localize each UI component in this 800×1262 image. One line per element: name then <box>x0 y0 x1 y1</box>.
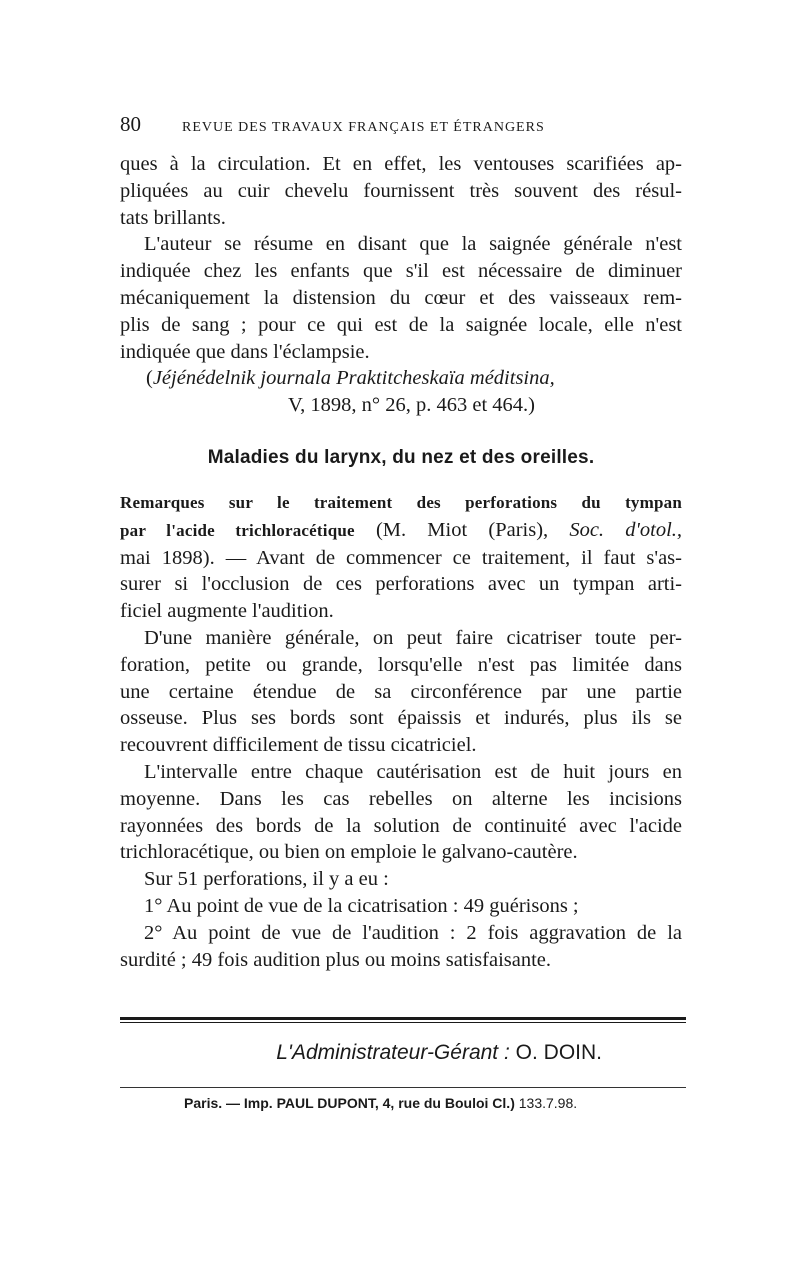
text-line: 2° Au point de vue de l'audition : 2 fois aggravation de la <box>144 921 682 944</box>
footer-rule <box>120 1017 682 1023</box>
signature-name: O. DOIN. <box>509 1041 602 1065</box>
signature <box>120 1041 682 1065</box>
text-line: mécaniquement la distension du cœur et des vaisseaux rem- <box>120 286 682 309</box>
paragraph-cicatrisation <box>120 625 682 759</box>
page-number: 80 <box>120 112 141 136</box>
article-source: Soc. d'otol., <box>569 518 683 541</box>
text-line: ques à la circulation. Et en effet, les ventouses scarifiées ap- <box>120 153 682 175</box>
running-head <box>120 112 682 137</box>
text-line: une certaine étendue de sa circonférence par une partie <box>120 680 682 703</box>
text-line: tats brillants. <box>120 206 226 229</box>
text-line: moyenne. Dans les cas rebelles on alterne les incisions <box>120 787 682 810</box>
text-line: indiquée que dans l'éclampsie. <box>120 340 370 363</box>
rule-thick <box>120 1017 686 1020</box>
paragraph-intervalle <box>120 759 682 866</box>
page <box>120 112 682 1111</box>
text-line: indiquée chez les enfants que s'il est nécessaire de diminuer <box>120 260 682 283</box>
paragraph-result-1 <box>120 893 682 920</box>
imprint <box>120 1095 682 1111</box>
text-line: Sur 51 perforations, il y a eu : <box>144 868 389 891</box>
rule-thin <box>120 1022 686 1023</box>
article-lead: Remarques sur le traitement des perforations du tympan <box>120 492 682 512</box>
citation-journal-line <box>120 365 682 392</box>
text-line: pliquées au cuir chevelu fournissent très souvent des résul- <box>120 179 682 202</box>
paragraph-result-2 <box>120 920 682 974</box>
text-line: D'une manière générale, on peut faire cicatriser toute per- <box>144 626 682 649</box>
text-line <box>120 517 682 545</box>
article-lead: par l'acide trichloracétique <box>120 520 355 540</box>
text-line: osseuse. Plus ses bords sont épaissis et indurés, plus ils se <box>120 707 682 730</box>
paragraph-circulation <box>120 151 682 231</box>
paragraph-results-intro <box>120 866 682 893</box>
text-line: surer si l'occlusion de ces perforations avec un tympan arti- <box>120 573 682 596</box>
citation-details: V, 1898, n° 26, p. 463 et 464.) <box>288 394 535 417</box>
imprint-code: 133.7.98. <box>514 1095 578 1112</box>
paragraph-perforations <box>120 489 682 625</box>
imprint-text: Paris. — Imp. PAUL DUPONT, 4, rue du Bouloi Cl.) <box>184 1095 515 1112</box>
text-line: recouvrent difficilement de tissu cicatriciel. <box>120 734 477 757</box>
text-line: mai 1898). — Avant de commencer ce traitement, il faut s'as- <box>120 546 682 569</box>
citation-journal: Jéjénédelnik journala Praktitcheskaïa méditsina, <box>152 367 555 390</box>
text-line: ficiel augmente l'audition. <box>120 600 334 623</box>
text-line: L'intervalle entre chaque cautérisation est de huit jours en <box>144 760 682 783</box>
citation <box>120 365 682 419</box>
text-line: L'auteur se résume en disant que la saignée générale n'est <box>144 233 682 256</box>
paragraph-summary <box>120 231 682 365</box>
section-title: Maladies du larynx, du nez et des oreilles. <box>207 446 595 468</box>
journal-title: REVUE DES TRAVAUX FRANÇAIS ET ÉTRANGERS <box>182 120 545 135</box>
text-line: rayonnées des bords de la solution de continuité avec l'acide <box>120 814 682 837</box>
text-line: trichloracétique, ou bien on emploie le galvano-cautère. <box>120 841 578 864</box>
citation-open-paren: ( <box>146 367 153 390</box>
text-line: plis de sang ; pour ce qui est de la saignée locale, elle n'est <box>120 313 682 336</box>
article-author: (M. Miot (Paris), <box>354 518 570 541</box>
text-line: 1° Au point de vue de la cicatrisation : 49 guérisons ; <box>144 894 579 917</box>
signature-role: L'Administrateur-Gérant : <box>276 1041 510 1065</box>
imprint-rule <box>120 1087 686 1088</box>
text-line: foration, petite ou grande, lorsqu'elle n'est pas limitée dans <box>120 653 682 676</box>
text-line <box>120 489 682 517</box>
text-line: surdité ; 49 fois audition plus ou moins satisfaisante. <box>120 948 552 971</box>
